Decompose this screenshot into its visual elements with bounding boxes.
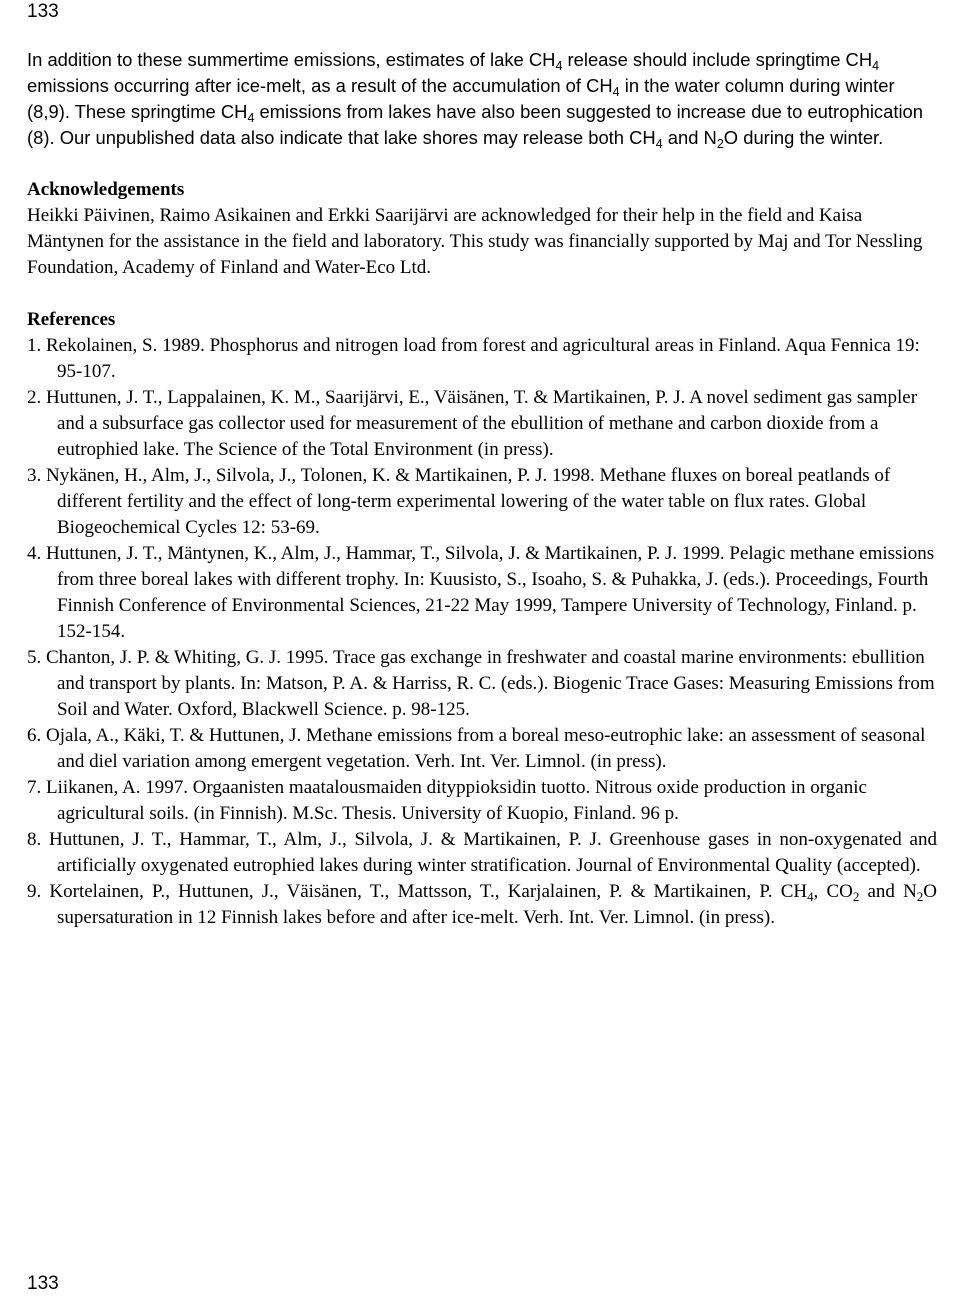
intro-paragraph: In addition to these summertime emissions, estimates of lake $CH_4$ release should include springtime $CH_4$ emissions occurring after ice-melt, as a result of the accumulation of $CH_4$ in the water column during winter (8,9). These springtime $CH_4$ emissions from lakes have also been suggested to increase due to eutrophication (8). Our unpublished data also indicate that lake shores may release both $CH_4$ and $N_2O$ during the winter.: [27, 49, 923, 151]
reference-item-1: 1. Rekolainen, S. 1989. Phosphorus and nitrogen load from forest and agricultural areas in Finland. Aqua Fennica 19: 95-107.: [27, 335, 920, 382]
reference-item-8: 8. Huttunen, J. T., Hammar, T., Alm, J., Silvola, J. & Martikainen, P. J. Greenhouse gases in non-oxygenated and artificially oxygenated eutrophied lakes during winter stratification. Journal of Environmental Quality (accepted).: [27, 829, 937, 876]
acknowledgements-text: Heikki Päivinen, Raimo Asikainen and Erkki Saarijärvi are acknowledged for their help in the field and Kaisa Mäntynen for the assistance in the field and laboratory. This study was financially supported by Maj and Tor Nessling Foundation, Academy of Finland and Water-Eco Ltd.: [27, 205, 923, 278]
references-heading: References: [27, 309, 116, 330]
reference-item-2: 2. Huttunen, J. T., Lappalainen, K. M., Saarijärvi, E., Väisänen, T. & Martikainen, P. J. A novel sediment gas sampler and a subsurface gas collector used for measurement of the ebullition of methane and carbon dioxide from a eutrophied lake. The Science of the Total Environment (in press).: [27, 387, 918, 460]
page-content: [27, 47, 937, 931]
reference-item-3: 3. Nykänen, H., Alm, J., Silvola, J., Tolonen, K. & Martikainen, P. J. 1998. Methane fluxes on boreal peatlands of different fertility and the effect of long-term experimental lowering of the water table on flux rates. Global Biogeochemical Cycles 12: 53-69.: [27, 465, 891, 538]
reference-item-5: 5. Chanton, J. P. & Whiting, G. J. 1995. Trace gas exchange in freshwater and coastal marine environments: ebullition and transport by plants. In: Matson, P. A. & Harriss, R. C. (eds.). Biogenic Trace Gases: Measuring Emissions from Soil and Water. Oxford, Blackwell Science. p. 98-125.: [27, 647, 935, 720]
reference-item-4: 4. Huttunen, J. T., Mäntynen, K., Alm, J., Hammar, T., Silvola, J. & Martikainen, P. J. 1999. Pelagic methane emissions from three boreal lakes with different trophy. In: Kuusisto, S., Isoaho, S. & Puhakka, J. (eds.). Proceedings, Fourth Finnish Conference of Environmental Sciences, 21-22 May 1999, Tampere University of Technology, Finland. p. 152-154.: [27, 543, 935, 642]
reference-item-6: 6. Ojala, A., Käki, T. & Huttunen, J. Methane emissions from a boreal meso-eutrophic lake: an assessment of seasonal and diel variation among emergent vegetation. Verh. Int. Ver. Limnol. (in press).: [27, 725, 926, 772]
acknowledgements-heading: Acknowledgements: [27, 179, 185, 200]
reference-item-9: 9. Kortelainen, P., Huttunen, J., Väisänen, T., Mattsson, T., Karjalainen, P. & Martikainen, P. $CH_4$, $CO_2$ and $N_2O$ supersaturation in 12 Finnish lakes before and after ice-melt. Verh. Int. Ver. Limnol. (in press).: [27, 881, 937, 928]
reference-item-7: 7. Liikanen, A. 1997. Orgaanisten maatalousmaiden dityppioksidin tuotto. Nitrous oxide production in organic agricultural soils. (in Finnish). M.Sc. Thesis. University of Kuopio, Finland. 96 p.: [27, 777, 867, 824]
page-number-top: 133: [27, 1, 59, 22]
page-number-bottom: 133: [27, 1273, 59, 1294]
